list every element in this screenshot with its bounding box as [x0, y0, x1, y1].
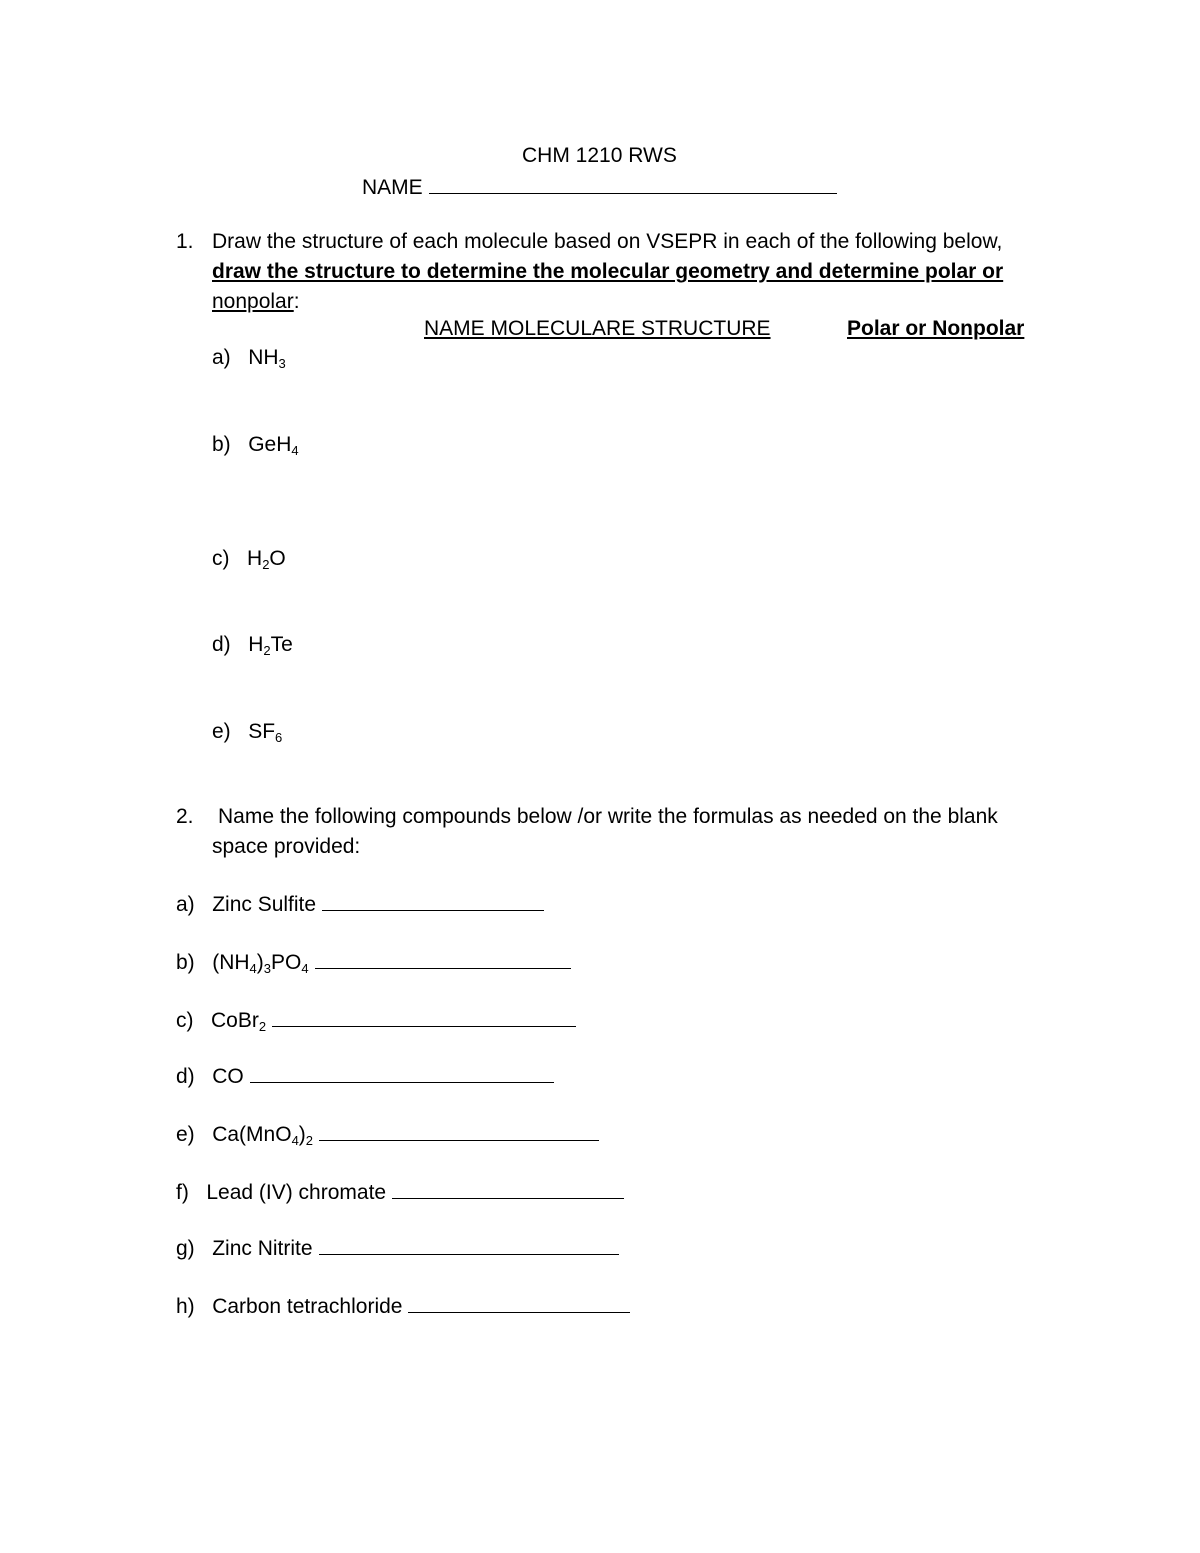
compound-label: Zinc Nitrite	[212, 1237, 313, 1260]
item-letter: d)	[212, 633, 231, 656]
q1-item-c	[212, 546, 286, 572]
item-letter: c)	[212, 547, 230, 570]
formula-base: SF	[248, 720, 276, 743]
formula-tail: Te	[270, 633, 293, 656]
formula-subscript: 2	[262, 557, 270, 572]
q1-item-b	[212, 432, 299, 458]
q2-text: Name the following compounds below /or write the formulas as needed on the blank	[218, 805, 998, 828]
item-letter: e)	[212, 720, 231, 743]
q2-item-f[interactable]	[176, 1178, 624, 1206]
compound-label: CoBr$_2$	[211, 1009, 267, 1034]
name-blank[interactable]	[429, 173, 837, 194]
q1-item-e	[212, 719, 282, 745]
q2-number: 2.	[176, 805, 194, 828]
q1-item-d	[212, 632, 293, 658]
answer-blank[interactable]	[408, 1292, 630, 1313]
q2-item-d[interactable]	[176, 1062, 554, 1090]
answer-blank[interactable]	[392, 1178, 624, 1199]
item-letter: h)	[176, 1295, 195, 1318]
item-letter: g)	[176, 1237, 195, 1260]
answer-blank[interactable]	[315, 948, 571, 969]
answer-blank[interactable]	[322, 890, 544, 911]
formula-subscript: 3	[278, 356, 286, 371]
compound-label: $(NH_4)_3PO_4$	[212, 951, 309, 976]
answer-blank[interactable]	[250, 1062, 554, 1083]
formula-subscript: 2	[263, 643, 271, 658]
q1-number: 1.	[176, 230, 194, 253]
item-letter: f)	[176, 1181, 189, 1204]
item-letter: b)	[212, 433, 231, 456]
q1-instruction-line2	[212, 289, 300, 315]
q2-item-g[interactable]	[176, 1234, 619, 1262]
formula-base: NH	[248, 346, 279, 369]
item-letter: c)	[176, 1009, 194, 1032]
q1-instruction: draw the structure to determine the molecular geometry and determine polar or	[212, 260, 1004, 283]
answer-blank[interactable]	[319, 1120, 599, 1141]
formula-tail: O	[269, 547, 286, 570]
q1-item-a	[212, 345, 286, 371]
name-line	[362, 173, 837, 201]
compound-label: $Ca(MnO_4)_2$	[212, 1123, 314, 1148]
item-letter: a)	[212, 346, 231, 369]
formula-base: GeH	[248, 433, 292, 456]
q2-item-b[interactable]	[176, 948, 571, 976]
formula-base: H	[248, 633, 264, 656]
item-letter: e)	[176, 1123, 195, 1146]
compound-label: Lead (IV) chromate	[206, 1181, 387, 1204]
formula-subscript: 6	[275, 730, 283, 745]
q1-colon: :	[293, 290, 300, 313]
item-letter: b)	[176, 951, 195, 974]
formula-subscript: 4	[291, 443, 299, 458]
compound-label: CO	[212, 1065, 244, 1088]
compound-label: Carbon tetrachloride	[212, 1295, 403, 1318]
q1-text: Draw the structure of each molecule based on VSEPR in each of the following below,	[212, 230, 1003, 253]
item-letter: a)	[176, 893, 195, 916]
name-label: NAME	[362, 176, 423, 199]
col-header-polarity: Polar or Nonpolar	[847, 317, 1025, 340]
q1-instruction-nonpolar: nonpolar	[212, 290, 294, 313]
answer-blank[interactable]	[272, 1006, 576, 1027]
compound-label: Zinc Sulfite	[212, 893, 317, 916]
item-letter: d)	[176, 1065, 195, 1088]
q2-item-h[interactable]	[176, 1292, 630, 1320]
q2-item-e[interactable]	[176, 1120, 599, 1148]
course-title: CHM 1210 RWS	[522, 144, 677, 167]
formula-base: H	[247, 547, 263, 570]
q2-item-a[interactable]	[176, 890, 544, 918]
q2-item-c[interactable]	[176, 1006, 576, 1034]
col-header-structure: NAME MOLECULARE STRUCTURE	[424, 317, 771, 340]
q2-text-line2: space provided:	[212, 835, 361, 858]
answer-blank[interactable]	[319, 1234, 619, 1255]
